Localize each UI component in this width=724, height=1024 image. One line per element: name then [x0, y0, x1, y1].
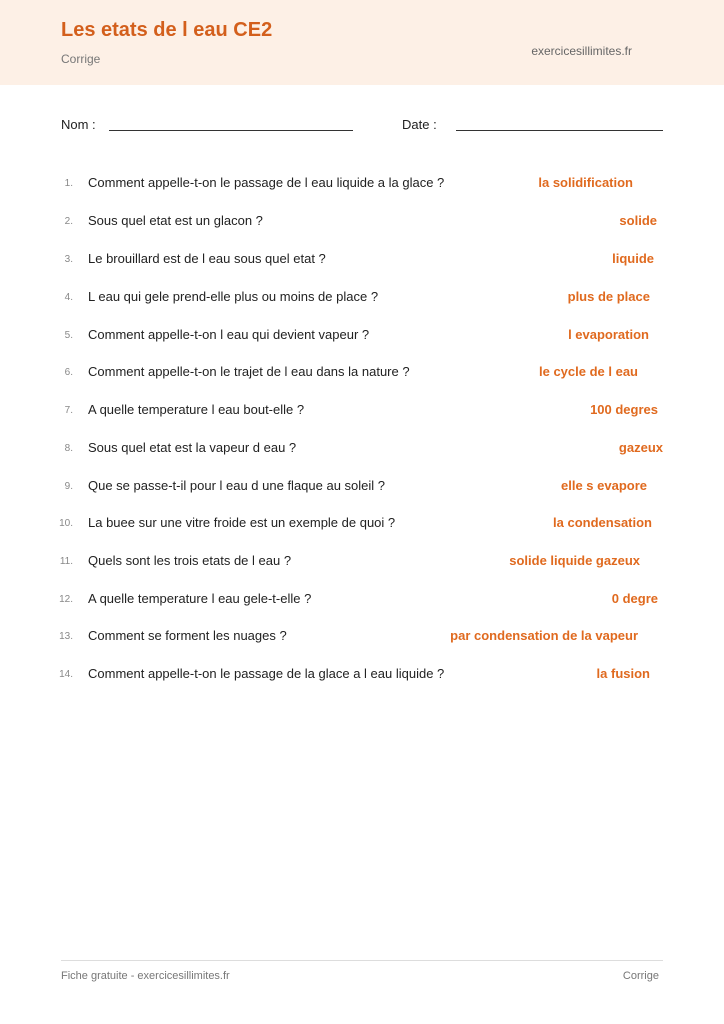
question-answer: liquide — [612, 251, 654, 266]
question-number: 7. — [64, 405, 73, 416]
question-row — [0, 628, 724, 648]
page-subtitle: Corrige — [61, 52, 101, 66]
question-answer: plus de place — [567, 289, 650, 304]
question-text: A quelle temperature l eau bout-elle ? — [88, 402, 305, 417]
question-text: Comment appelle-t-on l eau qui devient vapeur ? — [88, 327, 370, 342]
question-answer: l evaporation — [568, 327, 649, 342]
question-number: 13. — [59, 631, 73, 642]
question-answer: la condensation — [553, 515, 652, 530]
question-number: 8. — [64, 443, 73, 454]
question-row — [0, 402, 724, 422]
question-answer: par condensation de la vapeur — [450, 628, 638, 643]
question-row — [0, 666, 724, 686]
footer-divider — [61, 960, 663, 961]
question-text: L eau qui gele prend-elle plus ou moins de place ? — [88, 289, 379, 304]
question-row — [0, 251, 724, 271]
question-answer: 0 degre — [611, 591, 658, 606]
question-text: Comment appelle-t-on le passage de la glace a l eau liquide ? — [88, 666, 445, 681]
question-number: 9. — [64, 481, 73, 492]
question-text: Sous quel etat est la vapeur d eau ? — [88, 440, 297, 455]
question-row — [0, 213, 724, 233]
question-row — [0, 440, 724, 460]
question-answer: solide — [619, 213, 657, 228]
question-row — [0, 364, 724, 384]
question-text: Comment appelle-t-on le passage de l eau liquide a la glace ? — [88, 175, 445, 190]
question-number: 2. — [64, 216, 73, 227]
date-label: Date : — [402, 117, 437, 132]
question-text: Comment appelle-t-on le trajet de l eau dans la nature ? — [88, 364, 410, 379]
question-answer: 100 degres — [590, 402, 658, 417]
question-answer: elle s evapore — [561, 478, 647, 493]
question-text: La buee sur une vitre froide est un exemple de quoi ? — [88, 515, 396, 530]
question-text: Que se passe-t-il pour l eau d une flaque au soleil ? — [88, 478, 386, 493]
question-answer: la solidification — [538, 175, 633, 190]
question-row — [0, 553, 724, 573]
question-row — [0, 515, 724, 535]
question-number: 3. — [64, 254, 73, 265]
question-number: 4. — [64, 292, 73, 303]
question-text: A quelle temperature l eau gele-t-elle ? — [88, 591, 312, 606]
site-name: exercicesillimites.fr — [531, 44, 632, 58]
date-field[interactable] — [456, 130, 663, 131]
question-answer: la fusion — [596, 666, 650, 681]
question-text: Sous quel etat est un glacon ? — [88, 213, 263, 228]
page-header — [0, 0, 724, 85]
question-number: 1. — [64, 178, 73, 189]
question-text: Le brouillard est de l eau sous quel etat ? — [88, 251, 326, 266]
question-row — [0, 327, 724, 347]
question-number: 14. — [59, 669, 73, 680]
question-text: Comment se forment les nuages ? — [88, 628, 287, 643]
question-number: 5. — [64, 330, 73, 341]
question-answer: le cycle de l eau — [538, 364, 638, 379]
question-number: 10. — [59, 518, 73, 529]
question-number: 12. — [59, 594, 73, 605]
page-title: Les etats de l eau CE2 — [61, 19, 273, 41]
footer-label: Corrige — [622, 970, 659, 982]
question-row — [0, 591, 724, 611]
question-number: 11. — [59, 556, 73, 567]
question-answer: solide liquide gazeux — [509, 553, 640, 568]
name-field[interactable] — [109, 130, 353, 131]
question-number: 6. — [64, 367, 73, 378]
question-row — [0, 175, 724, 195]
question-row — [0, 478, 724, 498]
footer-site: Fiche gratuite - exercicesillimites.fr — [61, 970, 230, 982]
name-label: Nom : — [61, 117, 96, 132]
question-answer: gazeux — [618, 440, 663, 455]
question-text: Quels sont les trois etats de l eau ? — [88, 553, 292, 568]
question-row — [0, 289, 724, 309]
